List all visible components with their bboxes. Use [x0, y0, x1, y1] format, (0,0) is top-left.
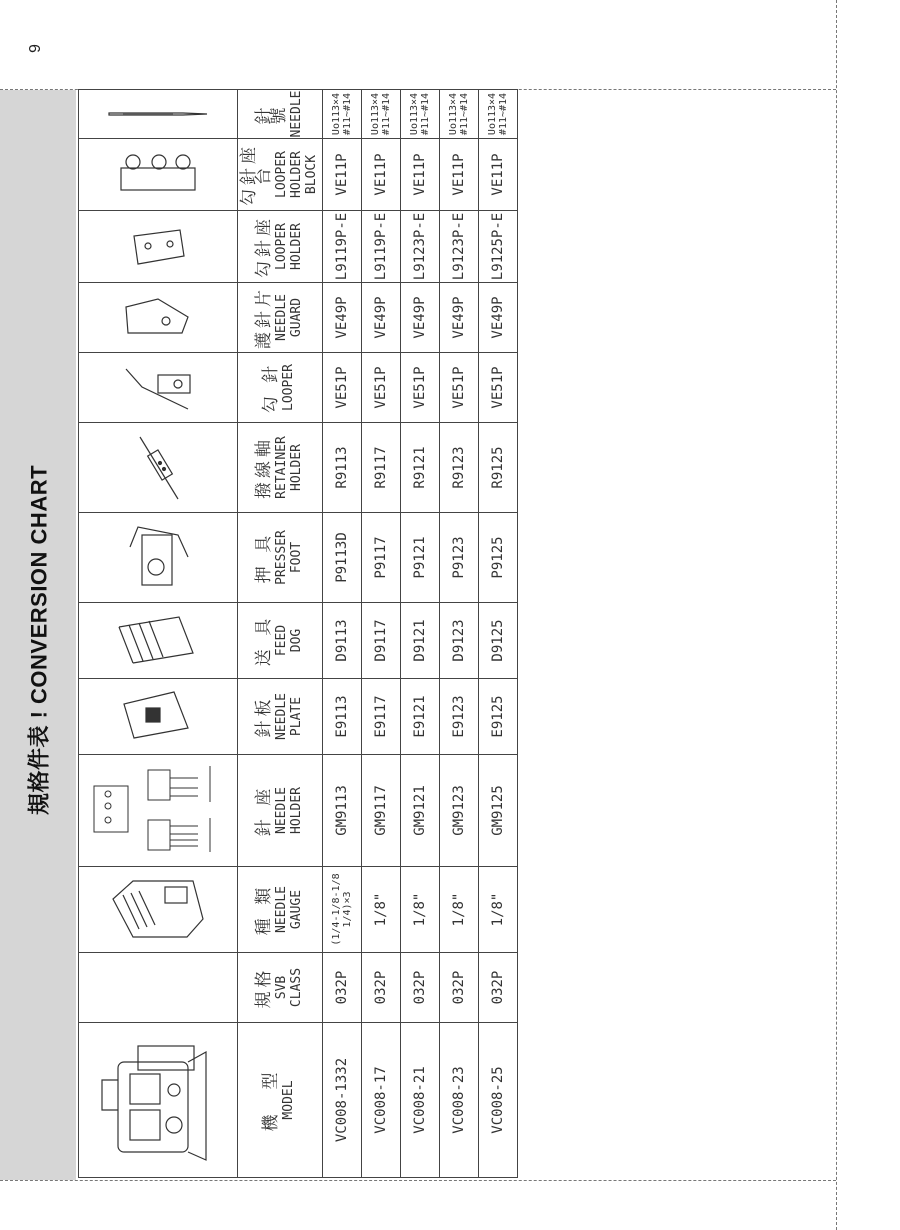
column-header-en: NEEDLE [273, 787, 289, 834]
page-number: 6 [25, 44, 42, 53]
cell-holder: GM9123 [440, 755, 479, 867]
cell-plate: E9121 [401, 679, 440, 755]
column-header-cn: 護針片 [253, 286, 274, 349]
cell-holder: GM9125 [479, 755, 518, 867]
cell-presser: P9125 [479, 513, 518, 603]
cell-looper: VE51P [440, 353, 479, 423]
cell-holder: GM9113 [323, 755, 362, 867]
column-header-en: SVB [273, 975, 289, 1000]
column-header-cn: 機 型 [261, 1068, 281, 1132]
cell-gauge: 1/8" [362, 867, 401, 953]
cell-gauge: 1/8" [479, 867, 518, 953]
cell-feed-dog: D9113 [323, 603, 362, 679]
cell-plate: E9113 [323, 679, 362, 755]
table-row [323, 90, 362, 1178]
cell-feed-dog: D9123 [440, 603, 479, 679]
cell-guard: VE49P [401, 283, 440, 353]
cell-model: VC008-23 [440, 1023, 479, 1178]
column-header-en: GUARD [288, 297, 304, 338]
header-row [238, 90, 323, 1178]
machine-icon [79, 1023, 238, 1178]
page-title: 規格件表 ! CONVERSION CHART [26, 464, 52, 816]
cell-gauge: 1/8" [440, 867, 479, 953]
column-header-en: NEEDLE [273, 886, 289, 933]
column-header-en: HOLDER [288, 787, 304, 834]
column-header-en: NEEDLE [288, 90, 304, 138]
cell-looper-holder: L9123P-E [440, 211, 479, 283]
needle-icon [79, 90, 238, 139]
cell-looper: VE51P [401, 353, 440, 423]
column-header-en: PRESSER [273, 530, 289, 585]
column-header-cn: 勾針座 [253, 215, 274, 278]
cell-block: VE11P [362, 139, 401, 211]
column-header-en: CLASS [288, 967, 304, 1008]
column-header-en: NEEDLE [273, 294, 289, 341]
cell-retainer: R9121 [401, 423, 440, 513]
cell-presser: P9123 [440, 513, 479, 603]
conversion-table-rotated [78, 90, 510, 1178]
column-header-en: HOLDER [288, 444, 304, 491]
column-header-cn: 規格 [253, 966, 274, 1009]
bottom-dashed-line [0, 1180, 836, 1181]
cell-looper-holder: L9119P-E [323, 211, 362, 283]
column-header-cn: 撥線軸 [253, 436, 274, 499]
cell-class: 032P [323, 953, 362, 1023]
needle-guard-icon [79, 283, 238, 353]
cell-class: 032P [440, 953, 479, 1023]
column-header-cn: 針 號 [253, 103, 289, 125]
cell-looper: VE51P [323, 353, 362, 423]
needle-holder-icon [79, 755, 238, 867]
column-header-en: LOOPER [273, 223, 289, 270]
column-header-en: FOOT [288, 541, 304, 574]
column-header [238, 283, 323, 353]
conversion-table [78, 89, 518, 1178]
column-header [238, 679, 323, 755]
cell-guard: VE49P [323, 283, 362, 353]
cell-model: VC008-25 [479, 1023, 518, 1178]
column-header-en: LOOPER [273, 151, 289, 198]
column-header-en: GAUGE [288, 889, 304, 930]
table-row [362, 90, 401, 1178]
cell-needle: Uo113×4 #11~#14 [362, 90, 401, 139]
column-header [238, 867, 323, 953]
cell-model: VC008-21 [401, 1023, 440, 1178]
cell-class: 032P [362, 953, 401, 1023]
data-rows [323, 90, 518, 1178]
column-header-en: HOLDER [288, 223, 304, 270]
feed-dog-icon [79, 603, 238, 679]
column-header-en: RETAINER [273, 436, 289, 499]
column-header-en: PLATE [288, 696, 304, 737]
retainer-holder-icon [79, 423, 238, 513]
column-header-cn: 勾 針 [261, 361, 281, 414]
cell-block: VE11P [479, 139, 518, 211]
right-dashed-line [836, 0, 837, 1230]
cell-looper-holder: L9119P-E [362, 211, 401, 283]
cell-guard: VE49P [362, 283, 401, 353]
column-header [238, 90, 323, 139]
column-header-en: BLOCK [303, 154, 319, 195]
cell-gauge: 1/8" [401, 867, 440, 953]
cell-presser: P9121 [401, 513, 440, 603]
looper-icon [79, 353, 238, 423]
cell-class: 032P [401, 953, 440, 1023]
cell-model: VC008-1332 [323, 1023, 362, 1178]
column-header-cn: 針 座 [253, 784, 274, 837]
cell-gauge: (1/4-1/8-1/8 1/4)×3 [323, 867, 362, 953]
cell-model: VC008-17 [362, 1023, 401, 1178]
column-header-en: HOLDER [288, 151, 304, 198]
blank-picture-cell [79, 953, 238, 1023]
cell-class: 032P [479, 953, 518, 1023]
cell-guard: VE49P [479, 283, 518, 353]
cell-looper-holder: L9123P-E [401, 211, 440, 283]
cell-feed-dog: D9125 [479, 603, 518, 679]
column-header [238, 953, 323, 1023]
table-row [401, 90, 440, 1178]
needle-plate-icon [79, 679, 238, 755]
cell-presser: P9117 [362, 513, 401, 603]
cell-needle: Uo113×4 #11~#14 [479, 90, 518, 139]
picture-row [79, 90, 238, 1178]
cell-feed-dog: D9117 [362, 603, 401, 679]
cell-plate: E9123 [440, 679, 479, 755]
cell-retainer: R9117 [362, 423, 401, 513]
cell-plate: E9125 [479, 679, 518, 755]
looper-holder-block-icon [79, 139, 238, 211]
column-header [238, 423, 323, 513]
column-header [238, 603, 323, 679]
presser-foot-icon [79, 513, 238, 603]
cell-guard: VE49P [440, 283, 479, 353]
column-header [238, 353, 323, 423]
cell-looper: VE51P [362, 353, 401, 423]
column-header-cn: 種 類 [253, 883, 274, 936]
cell-retainer: R9125 [479, 423, 518, 513]
column-header-cn: 勾針座台 [238, 143, 274, 206]
column-header-en: NEEDLE [273, 693, 289, 740]
table-row [440, 90, 479, 1178]
gauge-icon [79, 867, 238, 953]
column-header [238, 513, 323, 603]
cell-holder: GM9117 [362, 755, 401, 867]
column-header-en: DOG [288, 628, 304, 653]
column-header [238, 755, 323, 867]
cell-retainer: R9113 [323, 423, 362, 513]
cell-holder: GM9121 [401, 755, 440, 867]
column-header-cn: 針板 [253, 695, 274, 738]
column-header-en: MODEL [281, 1080, 296, 1120]
cell-looper-holder: L9125P-E [479, 211, 518, 283]
column-header [238, 211, 323, 283]
column-header-cn: 押 具 [253, 531, 274, 584]
looper-holder-icon [79, 211, 238, 283]
cell-block: VE11P [323, 139, 362, 211]
table-row [479, 90, 518, 1178]
column-header-en: FEED [273, 624, 289, 657]
column-header-cn: 送 具 [253, 614, 274, 667]
cell-retainer: R9123 [440, 423, 479, 513]
cell-presser: P9113D [323, 513, 362, 603]
cell-needle: Uo113×4 #11~#14 [323, 90, 362, 139]
cell-feed-dog: D9121 [401, 603, 440, 679]
cell-needle: Uo113×4 #11~#14 [401, 90, 440, 139]
column-header [238, 1023, 323, 1178]
cell-block: VE11P [401, 139, 440, 211]
cell-block: VE11P [440, 139, 479, 211]
cell-needle: Uo113×4 #11~#14 [440, 90, 479, 139]
column-header [238, 139, 323, 211]
column-header-en: LOOPER [281, 364, 296, 411]
cell-looper: VE51P [479, 353, 518, 423]
cell-plate: E9117 [362, 679, 401, 755]
